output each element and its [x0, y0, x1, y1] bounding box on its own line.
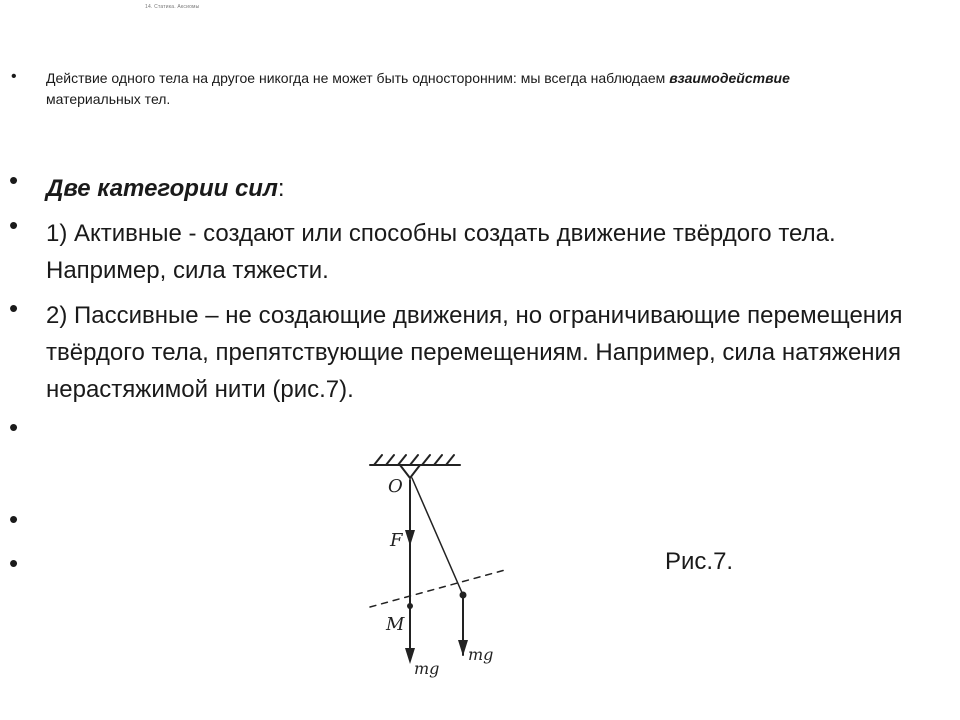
pendulum-figure	[360, 440, 530, 690]
arrowhead-f	[405, 530, 415, 546]
figure-caption: Рис.7.	[665, 548, 734, 575]
list-item-passive: 2) Пассивные – не создающие движения, но ограничивающие перемещения твёрдого тела, препятствующие перемещениям. Например, сила натяжения нерастяжимой нити (рис.7).	[46, 302, 903, 403]
intro-emphasis: взаимодействие	[669, 70, 790, 86]
hatch	[422, 455, 430, 465]
bullet: •	[9, 293, 19, 323]
bullet-empty: •	[9, 412, 19, 442]
header-note: 14. Статика. Аксиомы	[145, 4, 200, 10]
bullet: •	[11, 68, 17, 85]
hatch	[374, 455, 382, 465]
label-o: O	[388, 476, 403, 497]
thread-line	[412, 478, 463, 595]
label-mg-right: mg	[468, 645, 494, 664]
intro-paragraph	[46, 68, 866, 110]
label-mg-left: mg	[414, 659, 440, 678]
dashed-line	[370, 570, 505, 607]
intro-text-after: материальных тел.	[46, 91, 171, 107]
label-f: F	[390, 530, 403, 551]
list-item-active: 1) Активные - создают или способны создать движение твёрдого тела. Например, сила тяжести.	[46, 220, 836, 284]
hatch	[386, 455, 394, 465]
arrowhead-mg-right	[458, 640, 468, 656]
bullet-empty: •	[9, 548, 19, 578]
point-mass	[460, 592, 467, 599]
label-m: M	[386, 614, 405, 635]
hatch	[398, 455, 406, 465]
hatch	[410, 455, 418, 465]
bullet: •	[9, 210, 19, 240]
pivot-mark	[400, 465, 420, 478]
bullet: •	[9, 165, 19, 195]
heading-colon: :	[277, 175, 285, 202]
list-heading	[46, 170, 946, 207]
intro-text-before: Действие одного тела на другое никогда не может быть односторонним: мы всегда наблюдаем	[46, 70, 670, 86]
heading-text: Две категории сил	[46, 175, 278, 202]
hatch	[446, 455, 454, 465]
forces-list	[46, 170, 946, 416]
bullet-empty: •	[9, 504, 19, 534]
hatch	[434, 455, 442, 465]
point-m	[407, 603, 413, 609]
